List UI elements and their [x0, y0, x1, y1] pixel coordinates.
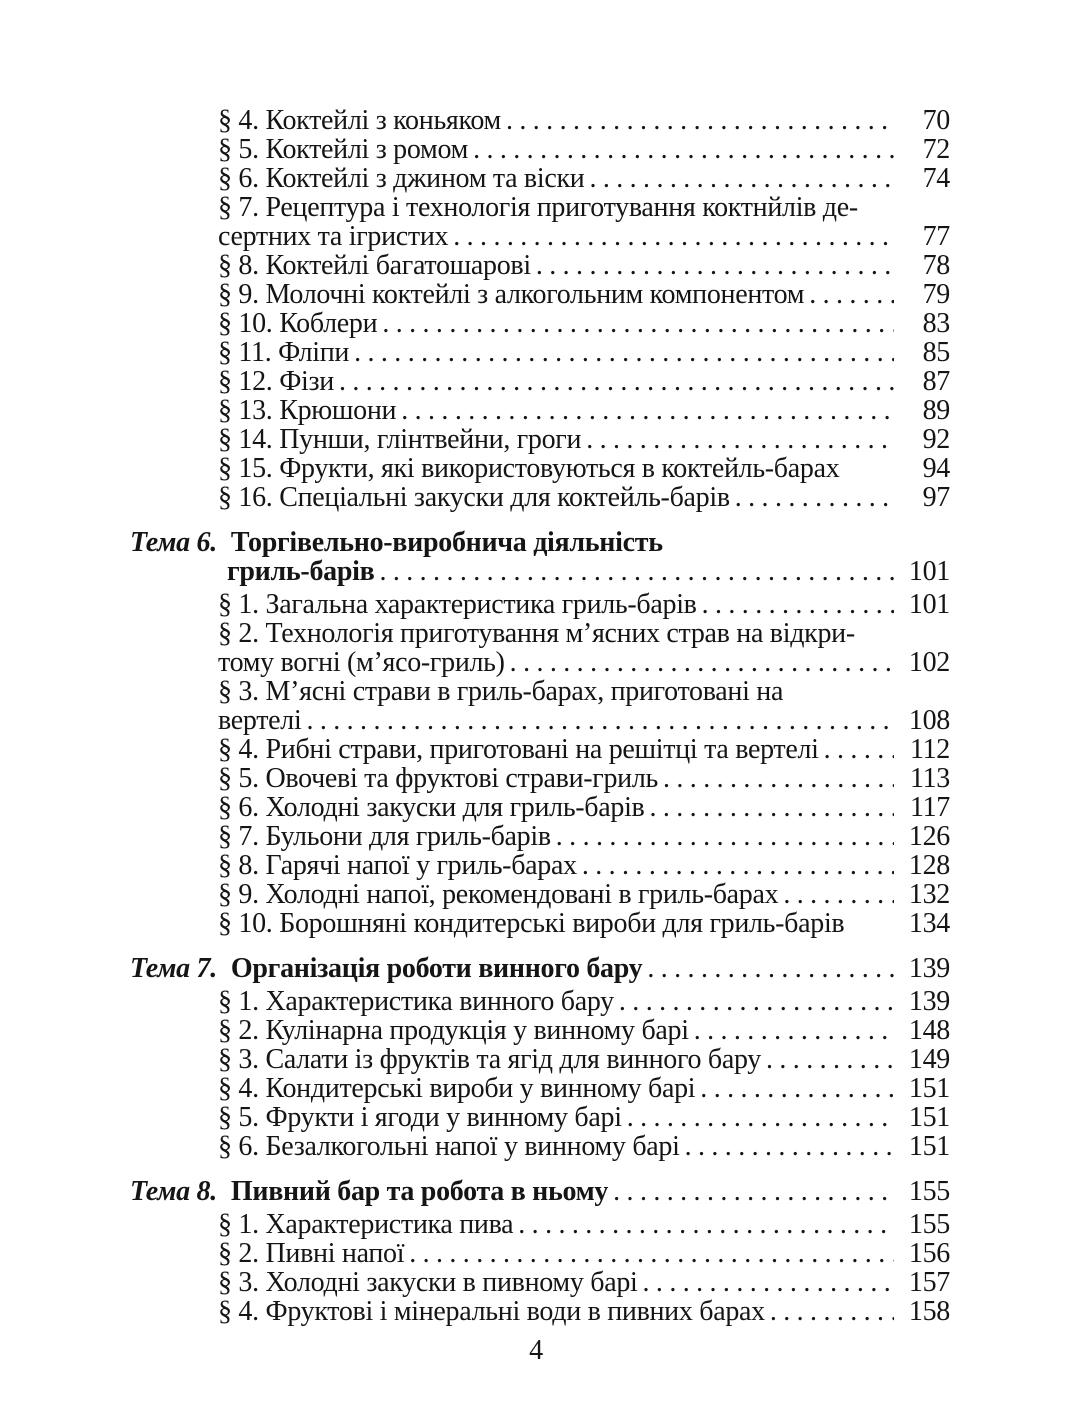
topic-label: Тема 8.	[130, 1176, 217, 1207]
entry-text: § 3. М’ясні страви в гриль-барах, приготовані на	[218, 676, 784, 707]
dot-leader	[453, 222, 894, 251]
entry-page-number: 70	[922, 105, 950, 136]
entry-text: § 2. Кулінарна продукція у винному барі	[218, 1015, 689, 1046]
toc-entry-row	[130, 677, 950, 706]
entry-text: § 16. Спеціальні закуски для коктейль-барів	[218, 482, 730, 513]
toc-entry-row	[130, 193, 950, 222]
topic-heading-row	[130, 954, 950, 983]
entry-page-number: 151	[908, 1073, 950, 1104]
entry-text: § 13. Крюшони	[218, 395, 397, 426]
toc-entry-row	[130, 251, 950, 280]
toc-entry-row	[130, 106, 950, 135]
entry-page-number: 79	[922, 279, 950, 310]
entry-page-number: 97	[922, 482, 950, 513]
topic-label: Тема 6.	[130, 527, 217, 558]
toc-content	[130, 106, 950, 1326]
dot-leader	[783, 880, 894, 909]
entry-page-number: 72	[922, 134, 950, 165]
dot-leader	[306, 706, 894, 735]
dot-leader	[627, 1103, 894, 1132]
toc-entry-row	[130, 735, 950, 764]
dot-leader	[770, 1297, 894, 1326]
dot-leader	[694, 1016, 894, 1045]
entry-page-number: 134	[908, 908, 950, 939]
entry-text: § 8. Коктейлі багатошарові	[218, 250, 531, 281]
topic-label: Тема 7.	[130, 953, 217, 984]
entry-page-number: 78	[922, 250, 950, 281]
entry-text: § 11. Фліпи	[218, 337, 350, 368]
toc-entry-row	[130, 619, 950, 648]
entry-text: § 3. Салати із фруктів та ягід для винного бару	[218, 1044, 761, 1075]
dot-leader	[510, 648, 894, 677]
toc-entry-row	[130, 280, 950, 309]
dot-leader	[379, 557, 894, 586]
toc-entry-continuation-row	[130, 648, 950, 677]
entry-page-number: 148	[908, 1015, 950, 1046]
dot-leader	[766, 1045, 894, 1074]
entry-text: § 10. Борошняні кондитерські вироби для гриль-барів	[218, 908, 845, 939]
topic-page-number: 101	[908, 556, 950, 587]
toc-entry-row	[130, 987, 950, 1016]
page-footer-number: 4	[529, 1335, 543, 1366]
toc-entry-row	[130, 1210, 950, 1239]
dot-leader	[506, 106, 894, 135]
entry-text: § 10. Коблери	[218, 308, 378, 339]
entry-page-number: 85	[922, 337, 950, 368]
entry-page-number: 89	[922, 395, 950, 426]
entry-text: § 1. Характеристика винного бару	[218, 986, 614, 1017]
dot-leader	[663, 764, 894, 793]
dot-leader	[409, 1239, 894, 1268]
entry-text: сертних та ігристих	[218, 221, 449, 252]
entry-text: § 1. Загальна характеристика гриль-барів	[218, 589, 697, 620]
toc-entry-row	[130, 1103, 950, 1132]
entry-text: § 5. Коктейлі з ромом	[218, 134, 469, 165]
entry-page-number: 117	[909, 792, 950, 823]
toc-entry-row	[130, 309, 950, 338]
entry-page-number: 149	[908, 1044, 950, 1075]
dot-leader	[518, 1210, 894, 1239]
entry-page-number: 102	[908, 647, 950, 678]
entry-text: § 12. Фізи	[218, 366, 334, 397]
entry-text: § 3. Холодні закуски в пивному барі	[218, 1267, 638, 1298]
dot-leader	[619, 987, 894, 1016]
entry-text: § 4. Коктейлі з коньяком	[218, 105, 501, 136]
dot-leader	[824, 735, 894, 764]
dot-leader	[685, 1132, 894, 1161]
entry-page-number: 151	[908, 1102, 950, 1133]
entry-page-number: 128	[908, 850, 950, 881]
entry-page-number: 155	[908, 1209, 950, 1240]
toc-entry-row	[130, 1074, 950, 1103]
toc-entry-row	[130, 1132, 950, 1161]
dot-leader	[473, 135, 894, 164]
toc-entry-row	[130, 164, 950, 193]
entry-text: § 6. Холодні закуски для гриль-барів	[218, 792, 645, 823]
dot-leader	[586, 425, 894, 454]
dot-leader	[735, 483, 894, 512]
toc-entry-row	[130, 367, 950, 396]
toc-entry-row	[130, 909, 950, 938]
dot-leader	[339, 367, 894, 396]
topic-title: Організація роботи винного бару	[230, 953, 643, 984]
entry-page-number: 92	[922, 424, 950, 455]
dot-leader	[556, 822, 894, 851]
toc-entry-row	[130, 764, 950, 793]
toc-entry-row	[130, 338, 950, 367]
entry-page-number: 157	[908, 1267, 950, 1298]
entry-text: § 1. Характеристика пива	[218, 1209, 514, 1240]
toc-entry-continuation-row	[130, 222, 950, 251]
dot-leader	[401, 396, 894, 425]
entry-text: § 4. Фруктові і мінеральні води в пивних барах	[218, 1296, 765, 1327]
entry-text: § 5. Овочеві та фруктові страви-гриль	[218, 763, 658, 794]
entry-page-number: 87	[922, 366, 950, 397]
dot-leader	[700, 1074, 894, 1103]
toc-entry-row	[130, 590, 950, 619]
dot-leader	[536, 251, 894, 280]
toc-entry-row	[130, 880, 950, 909]
entry-text: вертелі	[218, 705, 302, 736]
toc-entry-row	[130, 851, 950, 880]
dot-leader	[647, 954, 894, 983]
toc-entry-row	[130, 1016, 950, 1045]
entry-text: § 8. Гарячі напої у гриль-барах	[218, 850, 577, 881]
entry-text: § 2. Технологія приготування м’ясних страв на відкри-	[218, 618, 855, 649]
toc-entry-row	[130, 1297, 950, 1326]
entry-page-number: 158	[908, 1296, 950, 1327]
topic-page-number: 139	[908, 953, 950, 984]
entry-page-number: 77	[922, 221, 950, 252]
entry-page-number: 101	[908, 589, 950, 620]
dot-leader	[589, 164, 894, 193]
entry-page-number: 83	[922, 308, 950, 339]
entry-text: тому вогні (м’ясо-гриль)	[218, 647, 505, 678]
entry-page-number: 94	[922, 453, 950, 484]
toc-entry-row	[130, 822, 950, 851]
toc-entry-continuation-row	[130, 706, 950, 735]
entry-page-number: 139	[908, 986, 950, 1017]
dot-leader	[582, 851, 894, 880]
topic-heading-row	[130, 1177, 950, 1206]
dot-leader	[354, 338, 894, 367]
entry-text: § 6. Безалкогольні напої у винному барі	[218, 1131, 680, 1162]
toc-entry-row	[130, 793, 950, 822]
entry-text: § 7. Рецептура і технологія приготування коктнйлів де-	[218, 192, 858, 223]
toc-entry-row	[130, 425, 950, 454]
entry-text: § 6. Коктейлі з джином та віски	[218, 163, 585, 194]
entry-page-number: 132	[908, 879, 950, 910]
toc-entry-row	[130, 135, 950, 164]
entry-page-number: 112	[909, 734, 950, 765]
topic-title: гриль-барів	[227, 556, 375, 587]
entry-text: § 4. Кондитерські вироби у винному барі	[218, 1073, 696, 1104]
toc-entry-row	[130, 1239, 950, 1268]
dot-leader	[643, 1268, 894, 1297]
dot-leader	[702, 590, 894, 619]
toc-entry-row	[130, 396, 950, 425]
topic-heading-continuation-row	[130, 557, 950, 586]
entry-page-number: 108	[908, 705, 950, 736]
topic-heading-row	[130, 528, 950, 557]
entry-page-number: 74	[922, 163, 950, 194]
entry-text: § 9. Молочні коктейлі з алкогольним компонентом	[218, 279, 805, 310]
entry-text: § 4. Рибні страви, приготовані на решітці та вертелі	[218, 734, 819, 765]
dot-leader	[809, 280, 894, 309]
topic-page-number: 155	[908, 1176, 950, 1207]
toc-entry-row	[130, 483, 950, 512]
dot-leader	[613, 1177, 894, 1206]
entry-text: § 5. Фрукти і ягоди у винному барі	[218, 1102, 622, 1133]
topic-title: Пивний бар та робота в ньому	[230, 1176, 609, 1207]
entry-page-number: 156	[908, 1238, 950, 1269]
toc-entry-row	[130, 1045, 950, 1074]
entry-text: § 2. Пивні напої	[218, 1238, 405, 1269]
entry-page-number: 151	[908, 1131, 950, 1162]
entry-text: § 9. Холодні напої, рекомендовані в гриль-барах	[218, 879, 779, 910]
dot-leader	[649, 793, 894, 822]
entry-page-number: 126	[908, 821, 950, 852]
toc-entry-row	[130, 454, 950, 483]
topic-title: Торгівельно-виробнича діяльність	[230, 527, 663, 558]
entry-page-number: 113	[909, 763, 950, 794]
entry-text: § 7. Бульони для гриль-барів	[218, 821, 551, 852]
entry-text: § 14. Пунши, глінтвейни, гроги	[218, 424, 582, 455]
toc-entry-row	[130, 1268, 950, 1297]
dot-leader	[382, 309, 894, 338]
entry-text: § 15. Фрукти, які використовуються в коктейль-барах	[218, 453, 840, 484]
